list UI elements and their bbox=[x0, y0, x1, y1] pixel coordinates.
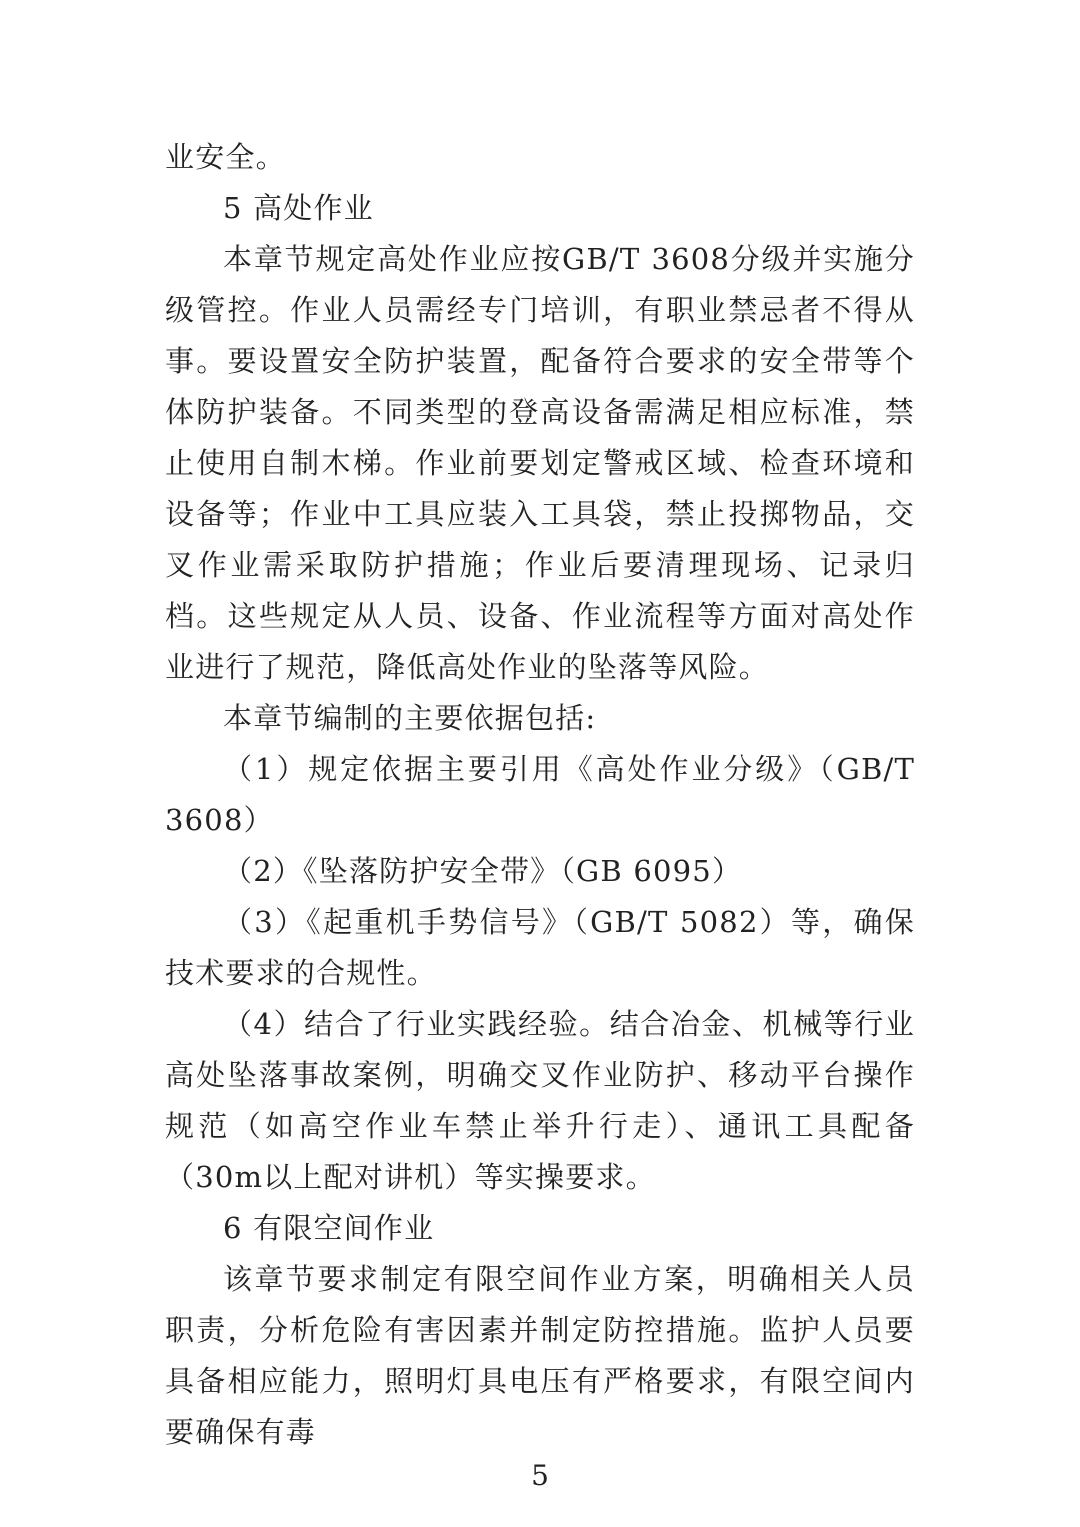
section-5-paragraph-summary: 本章节规定高处作业应按GB/T 3608分级并实施分级管控。作业人员需经专门培训，有职业禁忌者不得从事。要设置安全防护装置，配备符合要求的安全带等个体防护装备。不同类型的登高设备需满足相应标准，禁止使用自制木梯。作业前要划定警戒区域、检查环境和设备等；作业中工具应装入工具袋，禁止投掷物品，交叉作业需采取防护措施；作业后要清理现场、记录归档。这些规定从人员、设备、作业流程等方面对高处作业进行了规范，降低高处作业的坠落等风险。 bbox=[165, 242, 915, 684]
document-body bbox=[165, 132, 915, 1458]
section-5-basis-item-2: （2）《坠落防护安全带》（GB 6095） bbox=[223, 854, 743, 888]
section-5-basis-item-4: （4）结合了行业实践经验。结合冶金、机械等行业高处坠落事故案例，明确交叉作业防护、移动平台操作规范（如高空作业车禁止举升行走）、通讯工具配备（30m以上配对讲机）等实操要求。 bbox=[165, 1007, 915, 1194]
page-number: 5 bbox=[531, 1459, 549, 1492]
continued-text: 业安全。 bbox=[165, 140, 286, 174]
section-6-paragraph: 该章节要求制定有限空间作业方案，明确相关人员职责，分析危险有害因素并制定防控措施。监护人员要具备相应能力，照明灯具电压有严格要求，有限空间内要确保有毒 bbox=[165, 1262, 915, 1449]
section-5-basis-intro: 本章节编制的主要依据包括: bbox=[223, 701, 597, 735]
section-heading-5: 5 高处作业 bbox=[223, 191, 374, 225]
section-5-basis-item-1: （1）规定依据主要引用《高处作业分级》（GB/T 3608） bbox=[165, 752, 915, 837]
section-5-basis-item-3: （3）《起重机手势信号》（GB/T 5082）等，确保技术要求的合规性。 bbox=[165, 905, 915, 990]
section-heading-6: 6 有限空间作业 bbox=[223, 1211, 435, 1245]
